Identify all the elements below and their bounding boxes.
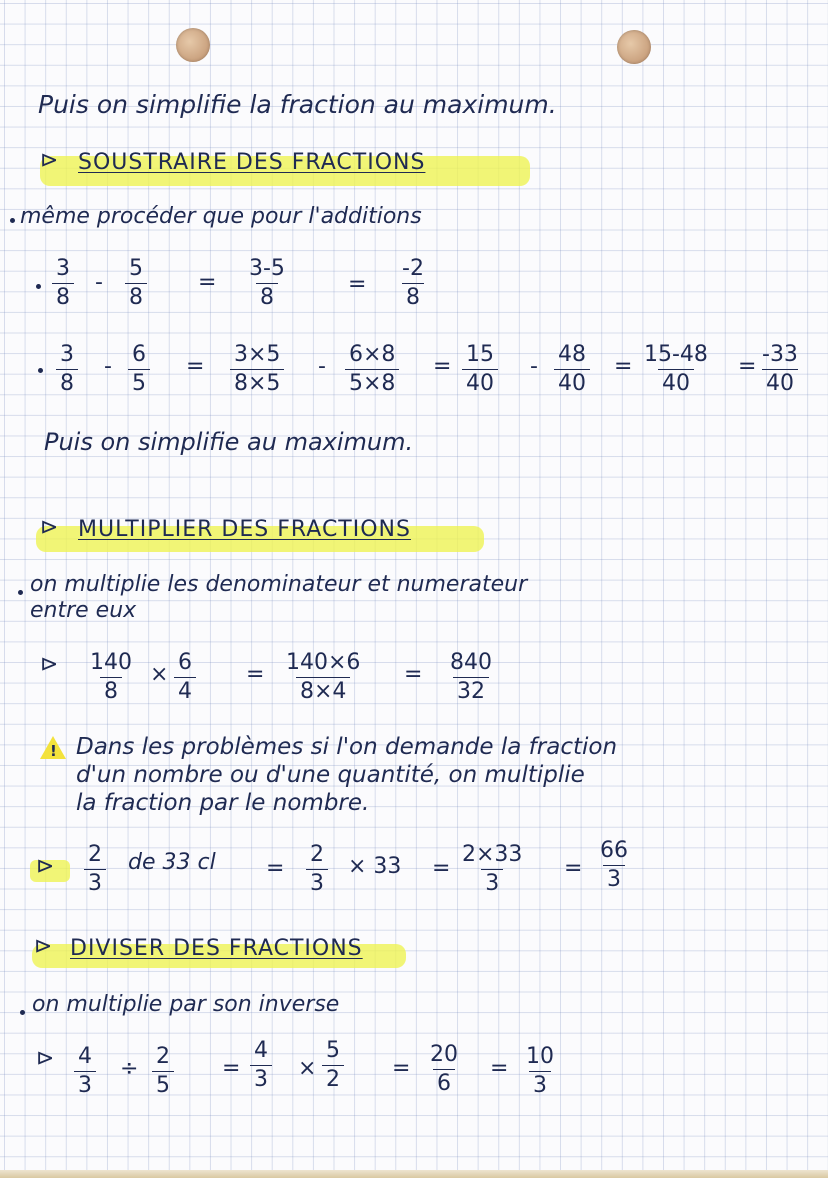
fraction: $\frac{-33}{40}$: [762, 342, 798, 396]
fraction: $\frac{15-48}{40}$: [644, 342, 708, 396]
notebook-page: Puis on simplifie la fraction au maximum. ⊳ SOUSTRAIRE DES FRACTIONS même procéder que pour l'additions $\frac{3}{8}$ - $\frac{5}{8}$ = $\frac{3-5}{8}$ = $\frac{-2}{8}$ $\frac{3}{8}$ - $\frac{6}{5}$ = $\frac{3\times 5}{8\times 5}$ - $\frac{6\times 8}{5\times 8}$ = $\frac{15}{40}$ - $\frac{48}{40}$ = $\frac{15-48}{40}$ = $\frac{-33}{40}$ Puis on simplifie au maximum. ⊳ MULTIPLIER DES FRACTIONS on multiplie les denominateur et numerateur entre eux ⊳ $\frac{140}{8}$ × $\frac{6}{4}$ = $\frac{140\times 6}{8\times 4}$ = $\frac{840}{32}$ ! Dans les problèmes si l'on demande la fraction d'un nombre ou d'une quantité, on multiplie la fraction par le nombre. ⊳ $\frac{2}{3}$ de 33 cl = $\frac{2}{3}$ × 33 = $\frac{2\times 33}{3}$ = $\frac{66}{3}$ ⊳ DIVISER DES FRACTIONS on multiplie par son inverse ⊳ $\frac{4}{3}$ ÷ $\frac{2}{5}$ = $\frac{4}{3}$ × $\frac{5}{2}$ = $\frac{20}{6}$ = $\frac{10}{3}$: [0, 0, 828, 1178]
fraction: $\frac{140}{8}$: [90, 650, 132, 704]
operator: =: [266, 856, 285, 881]
fraction: $\frac{20}{6}$: [430, 1042, 458, 1096]
bullet-dot-icon: [18, 590, 23, 595]
fraction: $\frac{3}{8}$: [56, 344, 78, 395]
bullet-dot-icon: [20, 1010, 25, 1015]
fraction: $\frac{3\times 5}{8\times 5}$: [230, 344, 284, 395]
quantity-text: de 33 cl: [128, 850, 216, 875]
operator: =: [564, 856, 583, 881]
punch-hole-left: [176, 28, 210, 62]
operator: ×: [150, 662, 169, 687]
warning-line3: la fraction par le nombre.: [76, 790, 370, 816]
fraction: $\frac{-2}{8}$: [402, 256, 424, 310]
heading-soustraire: SOUSTRAIRE DES FRACTIONS: [78, 150, 426, 175]
fraction: $\frac{48}{40}$: [554, 344, 590, 395]
operator: =: [490, 1056, 509, 1081]
operator: -: [530, 354, 538, 379]
multiply-rule-line1: on multiplie les denominateur et numerateur: [30, 572, 528, 597]
divide-rule: on multiplie par son inverse: [32, 992, 340, 1017]
page-edge: [0, 1170, 828, 1178]
operator: =: [433, 354, 452, 379]
fraction: $\frac{3-5}{8}$: [249, 256, 285, 310]
operator: -: [318, 354, 326, 379]
simplify-note: Puis on simplifie au maximum.: [44, 428, 414, 456]
fraction: $\frac{4}{3}$: [250, 1040, 272, 1091]
operator: -: [104, 354, 112, 379]
operator: =: [738, 354, 757, 379]
arrow-icon: ⊳: [40, 652, 59, 677]
arrow-icon: ⊳: [34, 934, 53, 959]
operator: =: [222, 1056, 241, 1081]
subtract-rule: même procéder que pour l'additions: [20, 204, 422, 229]
arrow-icon: ⊳: [36, 1046, 55, 1071]
operator: =: [404, 662, 423, 687]
punch-hole-right: [617, 30, 651, 64]
fraction: $\frac{2}{3}$: [306, 844, 328, 895]
bullet-dot-icon: [38, 368, 43, 373]
fraction: $\frac{2}{5}$: [152, 1046, 174, 1097]
operator: =: [392, 1056, 411, 1081]
fraction: $\frac{3}{8}$: [52, 258, 74, 309]
bullet-dot-icon: [36, 284, 41, 289]
multiply-rule-line2: entre eux: [30, 598, 137, 623]
heading-diviser: DIVISER DES FRACTIONS: [70, 936, 363, 961]
operator: =: [246, 662, 265, 687]
warning-line1: Dans les problèmes si l'on demande la fraction: [76, 734, 618, 760]
fraction: $\frac{5}{8}$: [125, 258, 147, 309]
operator: × 33: [348, 854, 402, 879]
operator: ÷: [120, 1056, 139, 1081]
fraction: $\frac{2}{3}$: [84, 844, 106, 895]
intro-line: Puis on simplifie la fraction au maximum.: [38, 90, 557, 119]
fraction: $\frac{6}{5}$: [128, 344, 150, 395]
operator: =: [432, 856, 451, 881]
fraction: $\frac{2\times 33}{3}$: [462, 842, 523, 896]
operator: =: [614, 354, 633, 379]
fraction: $\frac{66}{3}$: [600, 838, 628, 892]
heading-multiplier: MULTIPLIER DES FRACTIONS: [78, 517, 411, 542]
operator: =: [186, 354, 205, 379]
operator: =: [198, 270, 217, 295]
operator: -: [95, 270, 103, 295]
fraction: $\frac{10}{3}$: [526, 1044, 554, 1098]
fraction: $\frac{6}{4}$: [174, 652, 196, 703]
arrow-icon: ⊳: [40, 148, 59, 173]
arrow-icon: ⊳: [36, 854, 55, 879]
operator: =: [348, 272, 367, 297]
arrow-icon: ⊳: [40, 515, 59, 540]
bullet-dot-icon: [10, 218, 15, 223]
fraction: $\frac{840}{32}$: [450, 650, 492, 704]
fraction: $\frac{15}{40}$: [462, 344, 498, 395]
fraction: $\frac{5}{2}$: [322, 1040, 344, 1091]
fraction: $\frac{140\times 6}{8\times 4}$: [286, 650, 361, 704]
fraction: $\frac{4}{3}$: [74, 1046, 96, 1097]
fraction: $\frac{6\times 8}{5\times 8}$: [345, 344, 399, 395]
warning-line2: d'un nombre ou d'une quantité, on multiplie: [76, 762, 585, 788]
operator: ×: [298, 1056, 317, 1081]
